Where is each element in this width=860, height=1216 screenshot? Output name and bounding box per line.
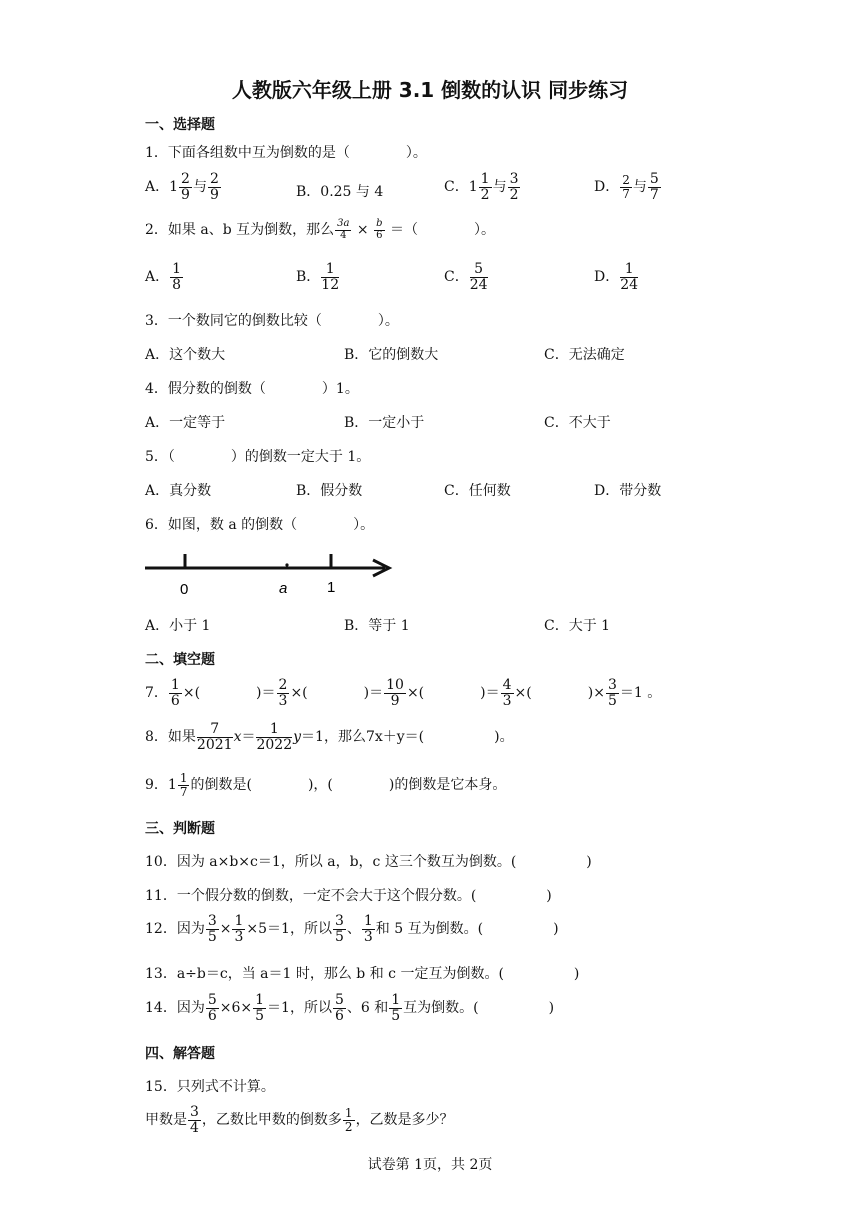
- question-5-option-b: B．假分数: [296, 483, 363, 499]
- question-2-option-b: B． $\frac{1}{12}$: [296, 261, 340, 293]
- number-line-label-a: a: [279, 580, 288, 597]
- question-13: 13．a÷b＝c，当 a＝1 时，那么 b 和 c 一定互为倒数。( ): [145, 966, 580, 982]
- question-6-option-b: B．等于 1: [344, 618, 410, 634]
- section-heading-judge: 三、判断题: [145, 821, 215, 837]
- question-3-option-b: B．它的倒数大: [344, 347, 439, 363]
- question-12: 12．因为 $\frac{3}{5}$ × $\frac{1}{3}$ ×5＝1，所以 $\frac{3}{5}$ 、 $\frac{1}{3}$ 和 5 互为倒数。( ): [145, 913, 559, 945]
- section-heading-fill: 二、填空题: [145, 652, 215, 668]
- question-2-option-a: A． $\frac{1}{8}$: [145, 261, 182, 293]
- question-14: 14．因为 $\frac{5}{6}$ ×6× $\frac{1}{5}$ ＝1，所以 $\frac{5}{6}$ 、6 和 $\frac{1}{5}$ 互为倒数。( ): [145, 992, 555, 1024]
- section-heading-solve: 四、解答题: [145, 1046, 215, 1062]
- question-15-stem: 15．只列式不计算。: [145, 1079, 275, 1095]
- question-15-body: 甲数是 $\frac{3}{4}$ ，乙数比甲数的倒数多 $\frac{1}{2}$ ，乙数是多少？: [145, 1104, 454, 1136]
- question-4-option-c: C．不大于: [544, 415, 611, 431]
- question-2-stem: 2．如果 a、b 互为倒数，那么 $\frac{3a}{4}$ × $\frac{b}{6}$ ＝（ ）。: [145, 218, 495, 241]
- question-2-option-d: D． $\frac{1}{24}$: [594, 261, 639, 293]
- question-9: 9．1 $\frac{1}{7}$ 的倒数是( )，( )的倒数是它本身。: [145, 771, 507, 799]
- question-10: 10．因为 a×b×c＝1，所以 a，b，c 这三个数互为倒数。( ): [145, 854, 592, 870]
- question-3-option-c: C．无法确定: [544, 347, 625, 363]
- number-line-label-0: 0: [180, 581, 189, 598]
- question-4-option-b: B．一定小于: [344, 415, 425, 431]
- question-11: 11．一个假分数的倒数，一定不会大于这个假分数。( ): [145, 888, 552, 904]
- question-6-option-a: A．小于 1: [145, 618, 211, 634]
- question-4-option-a: A．一定等于: [145, 415, 226, 431]
- question-1-option-b: B．0.25 与 4: [296, 184, 384, 200]
- question-5-option-a: A．真分数: [145, 483, 212, 499]
- page-footer: 试卷第 1页，共 2页: [367, 1157, 493, 1173]
- question-5-option-c: C．任何数: [444, 483, 511, 499]
- question-1-stem: 1．下面各组数中互为倒数的是（ ）。: [145, 145, 427, 161]
- question-6-stem: 6．如图，数 a 的倒数（ ）。: [145, 517, 375, 533]
- question-1-option-a: A．1 $\frac{2}{9}$ 与 $\frac{2}{9}$: [145, 171, 219, 203]
- question-6-option-c: C．大于 1: [544, 618, 611, 634]
- page-title: 人教版六年级上册 3.1 倒数的认识 同步练习: [231, 78, 629, 102]
- question-7: 7． $\frac{1}{6}$ ×( )＝ $\frac{2}{3}$ ×( )＝ $\frac{10}{9}$ ×( )＝ $\frac{4}{3}$ ×( )× $\frac{3}{5}$ ＝1 。: [145, 677, 662, 709]
- question-4-stem: 4．假分数的倒数（ ）1。: [145, 381, 359, 397]
- question-8: 8．如果 $\frac{7}{2021}$ x＝ $\frac{1}{2022}$ y＝1，那么7x＋y＝( )。: [145, 721, 514, 753]
- section-heading-choice: 一、选择题: [145, 117, 215, 133]
- question-2-option-c: C． $\frac{5}{24}$: [444, 261, 488, 293]
- question-3-option-a: A．这个数大: [145, 347, 226, 363]
- number-line-figure: [145, 548, 395, 604]
- question-1-option-d: D． $\frac{2}{7}$ 与 $\frac{5}{7}$: [594, 171, 659, 203]
- question-3-stem: 3．一个数同它的倒数比较（ ）。: [145, 313, 399, 329]
- question-5-option-d: D．带分数: [594, 483, 662, 499]
- question-5-stem: 5．（ ）的倒数一定大于 1。: [145, 449, 371, 465]
- question-1-option-c: C．1 $\frac{1}{2}$ 与 $\frac{3}{2}$: [444, 171, 519, 203]
- number-line-label-1: 1: [327, 579, 336, 596]
